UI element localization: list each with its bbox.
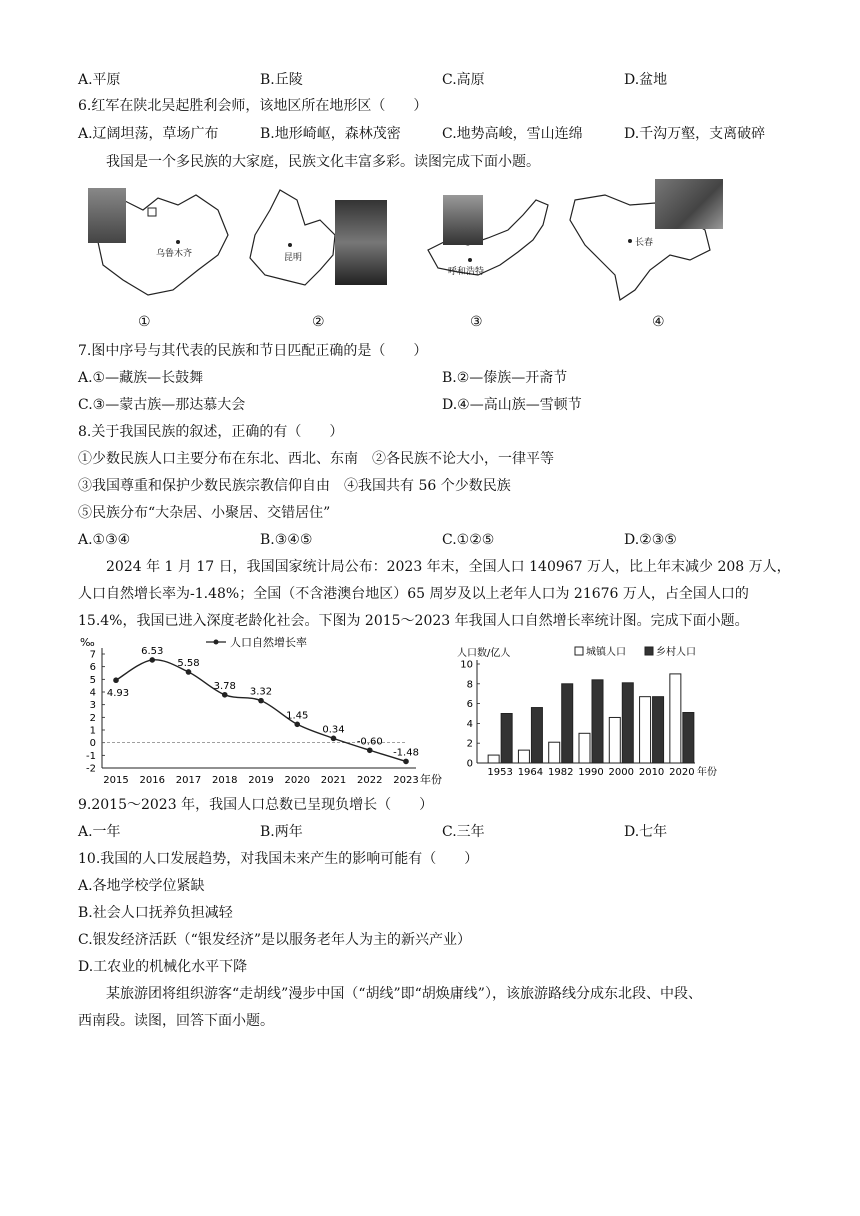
bar-urban-2020 [670,674,681,763]
fig-num-2: ② [312,314,325,330]
q7-stem: 7.图中序号与其代表的民族和节日匹配正确的是（ ） [78,343,428,359]
city-label-changchun: 长春 [635,238,654,248]
x-axis-unit: 年份 [420,773,442,786]
q5-option-d: D.盆地 [624,72,668,88]
data-label-2022: -0.60 [356,736,383,748]
x-tick-label-2000: 2000 [608,767,635,778]
q8-item-line-3: ⑤民族分布“大杂居、小聚居、交错居住” [78,505,331,521]
data-point-2017 [186,669,192,675]
y-axis-unit: ‰ [80,636,95,649]
q6-option-a: A.辽阔坦荡，草场广布 [78,126,219,142]
data-label-2021: 0.34 [322,724,345,736]
q8-item-line-1: ①少数民族人口主要分布在东北、西北、东南 ②各民族不论大小，一律平等 [78,451,554,467]
data-label-2018: 3.78 [213,680,236,692]
y-tick-label: 6 [89,662,96,674]
x-tick-label-1953: 1953 [487,767,513,778]
ethnic-wrestling-photo-3 [443,195,483,245]
y-tick-label: -2 [86,763,96,775]
bar-rural-1990 [592,680,603,763]
bar-urban-1990 [579,733,590,763]
bar-rural-1982 [562,684,573,763]
map-yunnan [235,180,405,305]
q5-option-b: B.丘陵 [260,72,303,88]
y-tick-label: 1 [89,725,96,737]
data-point-2023 [403,759,409,765]
data-point-2020 [294,722,300,728]
q10-option-b: B.社会人口抚养负担减轻 [78,905,233,921]
data-point-2022 [367,747,373,753]
bar-urban-1953 [488,755,499,763]
q7-option-a: A.①—藏族—长鼓舞 [78,370,204,386]
legend-swatch-2 [645,647,653,655]
y-tick-label: 3 [89,700,96,712]
y-tick-label: 2 [89,712,96,724]
data-point-2015 [113,677,119,683]
bar-rural-2010 [653,697,664,763]
bar-rural-2000 [622,683,633,763]
q7-option-d: D.④—高山族—雪顿节 [442,397,582,413]
bar-urban-2000 [609,717,620,763]
x-tick-label-2018: 2018 [212,775,238,786]
x-tick-label-2010: 2010 [638,767,665,778]
q8-option-b: B.③④⑤ [260,532,313,548]
q8-option-d: D.②③⑤ [624,532,677,548]
q8-item-line-2: ③我国尊重和保护少数民族宗教信仰自由 ④我国共有 56 个少数民族 [78,478,511,494]
y-tick-label: 4 [89,687,96,699]
legend-label: 人口自然增长率 [230,636,307,649]
ethnic-dance-photo-1 [88,188,126,243]
x-axis-unit: 年份 [697,767,717,778]
y-tick-label: 0 [89,738,96,750]
y-tick-label: 4 [466,718,473,730]
y-tick-label: 0 [466,758,473,770]
q6-option-b: B.地形崎岖，森林茂密 [260,126,401,142]
data-label-2017: 5.58 [177,657,200,669]
data-label-2016: 6.53 [141,645,164,657]
data-label-2015: 4.93 [106,688,130,700]
map-xinjiang [78,180,248,305]
y-tick-label: 6 [466,699,473,711]
q6-option-c: C.地势高峻，雪山连绵 [442,126,583,142]
data-label-2019: 3.32 [249,686,273,698]
y-tick-label: 10 [460,659,473,671]
q10-stem: 10.我国的人口发展趋势，对我国未来产生的影响可能有（ ） [78,851,479,867]
urban-rural-bar-chart [455,642,730,780]
data-label-2023: -1.48 [393,747,419,759]
q8-stem: 8.关于我国民族的叙述，正确的有（ ） [78,424,344,440]
q10-option-a: A.各地学校学位紧缺 [78,878,205,894]
fig-num-1: ① [138,314,151,330]
x-tick-label-2023: 2023 [393,775,419,786]
huline-intro-line-1: 某旅游团将组织游客“走胡线”漫步中国（“胡线”即“胡焕庸线”），该旅游路线分成东北段、中段、 [106,986,702,1002]
y-tick-label: -1 [86,750,96,762]
bar-urban-2010 [640,697,651,763]
q9-option-c: C.三年 [442,824,485,840]
x-tick-label-2020: 2020 [669,767,695,778]
fig-num-3: ③ [470,314,483,330]
legend-swatch-1 [575,647,583,655]
ethnic-intro: 我国是一个多民族的大家庭，民族文化丰富多彩。读图完成下面小题。 [106,154,540,170]
data-point-2018 [222,692,228,698]
x-tick-label-2015: 2015 [103,775,129,786]
x-tick-label-1982: 1982 [547,767,574,778]
city-label-kunming: 昆明 [284,253,303,263]
x-tick-label-2016: 2016 [139,775,165,786]
q8-option-a: A.①③④ [78,532,131,548]
x-tick-label-2019: 2019 [248,775,274,786]
map-jilin [560,175,730,305]
huline-intro-line-2: 西南段。读图，回答下面小题。 [78,1013,274,1029]
population-intro-line-3: 15.4%，我国已进入深度老龄化社会。下图为 2015～2023 年我国人口自然增长率统计图。完成下面小题。 [78,613,749,629]
q10-option-c: C.银发经济活跃（“银发经济”是以服务老年人为主的新兴产业） [78,932,471,948]
x-tick-label-2021: 2021 [320,775,347,786]
q9-stem: 9.2015～2023 年，我国人口总数已呈现负增长（ ） [78,797,434,813]
legend-dot-marker [214,640,219,645]
q5-option-c: C.高原 [442,72,485,88]
data-point-2019 [258,698,264,704]
y-tick-label: 5 [89,674,96,686]
data-point-2021 [331,736,337,742]
bar-urban-1964 [518,750,529,763]
q6-stem: 6.红军在陕北吴起胜利会师，该地区所在地形区（ ） [78,98,428,114]
q10-option-d: D.工农业的机械化水平下降 [78,959,248,975]
q6-option-d: D.千沟万壑，支离破碎 [624,126,766,142]
data-point-2016 [149,657,155,663]
ethnic-costume-photo-2 [335,200,387,285]
bar-rural-1964 [531,708,542,763]
y-tick-label: 2 [466,738,473,750]
y-tick-label: 8 [466,679,473,691]
fig-num-4: ④ [652,314,665,330]
ethnic-scene-photo-4 [655,179,723,229]
x-tick-label-2020: 2020 [284,775,310,786]
legend-label-2: 乡村人口 [656,647,696,658]
x-tick-label-1964: 1964 [517,767,544,778]
city-label-urumqi: 乌鲁木齐 [156,249,193,259]
x-tick-label-2022: 2022 [357,775,383,786]
population-intro-line-1: 2024 年 1 月 17 日，我国国家统计局公布：2023 年末，全国人口 140967 万人，比上年末减少 208 万人， [106,559,791,575]
population-intro-line-2: 人口自然增长率为-1.48%；全国（不含港澳台地区）65 周岁及以上老年人口为 21676 万人，占全国人口的 [78,586,749,602]
bar-rural-2020 [683,713,694,763]
q9-option-a: A.一年 [78,824,121,840]
y-axis-title: 人口数/亿人 [457,648,511,659]
legend-label-1: 城镇人口 [586,647,626,658]
x-tick-label-1990: 1990 [578,767,604,778]
q8-option-c: C.①②⑤ [442,532,495,548]
bar-urban-1982 [549,742,560,763]
y-tick-label: 7 [89,649,96,661]
bar-rural-1953 [501,714,512,764]
q9-option-b: B.两年 [260,824,303,840]
q7-option-b: B.②—傣族—开斋节 [442,370,568,386]
data-label-2020: 1.45 [286,710,309,722]
q5-option-a: A.平原 [78,72,121,88]
x-tick-label-2017: 2017 [175,775,202,786]
q7-option-c: C.③—蒙古族—那达慕大会 [78,397,246,413]
q9-option-d: D.七年 [624,824,668,840]
growth-rate-line-chart [78,632,450,792]
city-label-hohhot: 呼和浩特 [448,267,485,277]
